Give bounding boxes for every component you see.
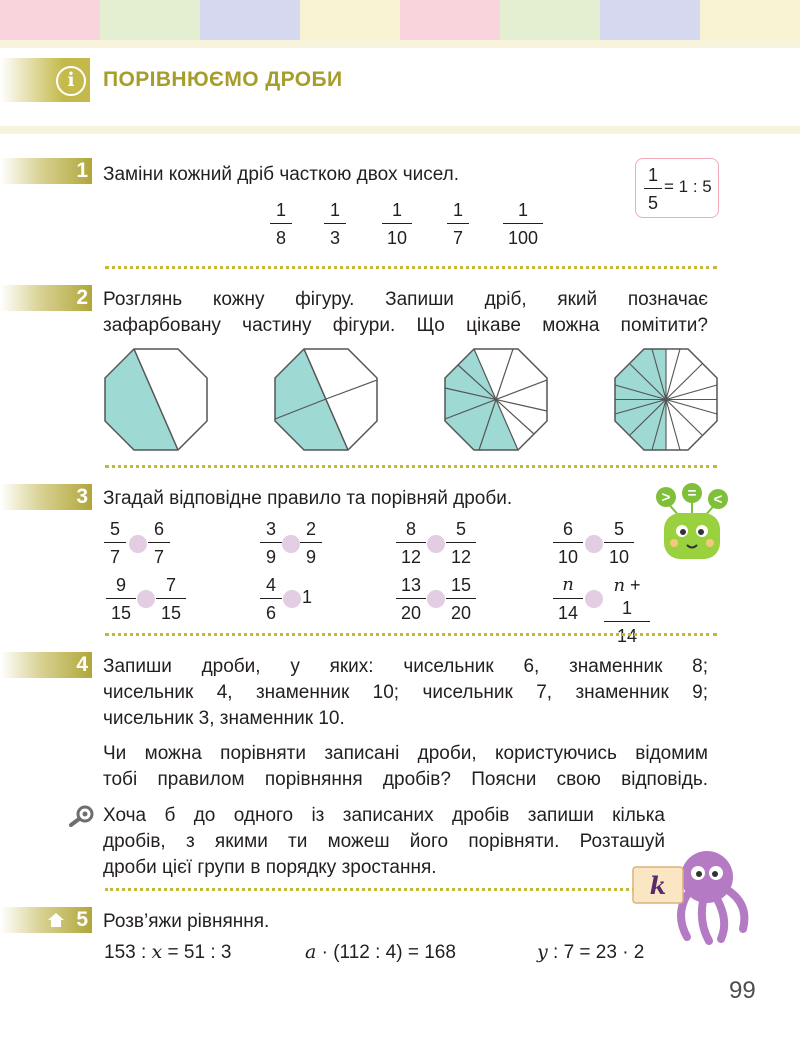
mascot-cheek [670, 539, 678, 547]
denominator: 7 [109, 547, 120, 567]
fraction [446, 518, 476, 568]
fraction [270, 199, 292, 249]
divider [105, 465, 717, 468]
whole-number: 1 [302, 587, 313, 607]
fraction [106, 574, 136, 624]
numerator: 1 [329, 200, 340, 220]
task-number: 3 [76, 485, 88, 508]
task-number-badge [0, 652, 92, 678]
task4-question-line: Чи можна порівняти записані дроби, користуючись відомим [103, 743, 708, 764]
variable-n: n [613, 575, 626, 596]
numerator: n [562, 574, 574, 595]
variable-x: x [151, 941, 163, 963]
denominator: 12 [450, 547, 472, 567]
numerator: 4 [265, 575, 276, 595]
comparison-circle[interactable] [585, 590, 603, 608]
example-fraction [644, 164, 662, 214]
task1-text: Заміни кожний дріб часткою двох чисел. [103, 164, 460, 185]
denominator: 6 [265, 603, 276, 623]
denominator: 7 [153, 547, 164, 567]
variable-y: y [537, 941, 548, 963]
numerator: 6 [153, 519, 164, 539]
letter-card-text: k [649, 871, 667, 900]
fraction [156, 574, 186, 624]
division-lines [615, 349, 717, 450]
equation-part: = 51 : 3 [162, 942, 232, 963]
task-number-badge [0, 484, 92, 510]
home-icon [48, 913, 64, 927]
numerator: 1 [275, 200, 286, 220]
fraction [260, 574, 282, 624]
denominator: 9 [265, 547, 276, 567]
comparison-circle[interactable] [137, 590, 155, 608]
numerator: 5 [613, 519, 624, 539]
greater-than-symbol: > [661, 489, 671, 506]
numerator: 3 [265, 519, 276, 539]
task4-extra-line: Хоча б до одного із записаних дробів запиши кілька [103, 805, 665, 826]
fraction-bar [604, 542, 634, 543]
magnifier-handle [71, 819, 79, 825]
home-roof [48, 913, 64, 927]
task-number-badge [0, 285, 92, 311]
denominator: 5 [647, 193, 658, 213]
fraction [396, 574, 426, 624]
shaded-part [105, 349, 178, 450]
denominator: 15 [110, 603, 132, 623]
comparison-circle[interactable] [283, 590, 301, 608]
fraction [604, 574, 650, 647]
fraction-bar [104, 542, 126, 543]
octopus-tentacle [702, 901, 709, 941]
equation-1 [104, 941, 231, 964]
fraction [553, 574, 583, 624]
denominator: 14 [616, 626, 638, 646]
fraction-bar [553, 542, 583, 543]
strip-segment [400, 0, 500, 40]
denominator: 9 [305, 547, 316, 567]
task-number-badge [0, 158, 92, 184]
numerator: 8 [405, 519, 416, 539]
fraction [382, 199, 412, 249]
numerator: 1 [517, 200, 528, 220]
octagon-figure-1 [103, 347, 209, 453]
fraction [553, 518, 583, 568]
task5-text: Розв’яжи рівняння. [103, 911, 270, 932]
task-number: 5 [76, 908, 88, 931]
fraction-bar [106, 598, 136, 599]
task4-extra-line: дробів, з якими ти можеш його порівняти. Розташуй [103, 831, 665, 852]
octopus-tentacle [729, 891, 744, 929]
task-number: 1 [76, 159, 88, 182]
fraction-bar [260, 598, 282, 599]
task-number-badge [0, 907, 92, 933]
top-color-strip [0, 0, 800, 40]
octagon-figure-3 [443, 347, 549, 453]
numerator: 9 [115, 575, 126, 595]
mascot-body [664, 513, 720, 559]
fraction-bar [396, 598, 426, 599]
task4-line: чисельник 3, знаменник 10. [103, 708, 345, 729]
fraction-bar [503, 223, 543, 224]
strip-segment [0, 0, 100, 40]
strip-segment [600, 0, 700, 40]
octopus-mascot [625, 845, 755, 945]
fraction [300, 518, 322, 568]
numerator: 1 [647, 165, 658, 185]
task3-text: Згадай відповідне правило та порівняй дроби. [103, 488, 513, 509]
numerator: n + 1 [613, 575, 641, 618]
octopus-pupil [712, 871, 718, 877]
fraction [503, 199, 543, 249]
numerator: 1 [452, 200, 463, 220]
fraction-bar [324, 223, 346, 224]
denominator: 12 [400, 547, 422, 567]
denominator: 3 [329, 228, 340, 248]
divider [105, 633, 717, 636]
fraction [324, 199, 346, 249]
fraction-bar [644, 188, 662, 189]
equation-2 [305, 941, 456, 964]
fraction [104, 518, 126, 568]
task-number: 4 [76, 653, 88, 676]
numerator: 2 [305, 519, 316, 539]
equation-part: 153 : [104, 942, 152, 963]
fraction-bar [260, 542, 282, 543]
strip-segment [300, 0, 400, 40]
fraction-bar [396, 542, 426, 543]
numerator: 1 [391, 200, 402, 220]
denominator: 20 [400, 603, 422, 623]
denominator: 15 [160, 603, 182, 623]
fraction-bar [270, 223, 292, 224]
equals-symbol: = [687, 485, 697, 502]
less-than-symbol: < [713, 491, 723, 508]
magnifier-icon [68, 805, 96, 827]
fraction [604, 518, 634, 568]
divider [105, 888, 635, 891]
task4-extra-line: дроби цієї групи в порядку зростання. [103, 857, 437, 878]
octopus-tentacle [717, 899, 724, 939]
mascot-pupil [680, 529, 686, 535]
denominator: 14 [557, 603, 579, 623]
denominator: 7 [452, 228, 463, 248]
numerator: 15 [450, 575, 472, 595]
mascot-cheek [706, 539, 714, 547]
fraction [446, 574, 476, 624]
fraction [447, 199, 469, 249]
comparison-circle[interactable] [282, 535, 300, 553]
comparison-circle[interactable] [427, 590, 445, 608]
octagon-figure-4 [613, 347, 719, 453]
fraction-bar [553, 598, 583, 599]
comparison-circle[interactable] [427, 535, 445, 553]
task-number: 2 [76, 286, 88, 309]
magnifier-center [83, 812, 88, 817]
divider [105, 266, 717, 269]
mascot-pupil [698, 529, 704, 535]
numerator: 5 [109, 519, 120, 539]
shaded-part [275, 349, 348, 450]
variable-a: a [305, 941, 317, 963]
equation-part: : 7 = 23 · 2 [547, 942, 645, 963]
header-top-band [0, 40, 800, 48]
info-icon: i [56, 66, 86, 96]
comparison-circle[interactable] [129, 535, 147, 553]
numerator: 13 [400, 575, 422, 595]
denominator: 100 [507, 228, 539, 248]
fraction-bar [446, 598, 476, 599]
denominator: 10 [557, 547, 579, 567]
octagon-figure-2 [273, 347, 379, 453]
fraction-bar [148, 542, 170, 543]
header-bottom-band [0, 126, 800, 134]
strip-segment [700, 0, 800, 40]
page-number: 99 [729, 977, 756, 1004]
page-title: ПОРІВНЮЄМО ДРОБИ [103, 68, 343, 91]
fraction [260, 518, 282, 568]
fraction-bar [447, 223, 469, 224]
fraction-bar [382, 223, 412, 224]
comparison-circle[interactable] [585, 535, 603, 553]
numerator: 5 [455, 519, 466, 539]
fraction-bar [604, 621, 650, 622]
numerator: 7 [165, 575, 176, 595]
task4-line: чисельник 4, знаменник 10; чисельник 7, знаменник 9; [103, 682, 708, 703]
fraction [396, 518, 426, 568]
task4-line: Запиши дроби, у яких: чисельник 6, знаменник 8; [103, 656, 708, 677]
division-line [326, 380, 377, 399]
task2-line2: зафарбовану частину фігури. Що цікаве можна помітити? [103, 315, 708, 336]
task2-line1: Розглянь кожну фігуру. Запиши дріб, який позначає [103, 289, 708, 310]
example-quotient: = 1 : 5 [664, 177, 712, 196]
fraction [148, 518, 170, 568]
denominator: 10 [608, 547, 630, 567]
strip-segment [100, 0, 200, 40]
task4-question-line: тобі правилом порівняння дробів? Поясни свою відповідь. [103, 769, 708, 790]
equation-part: · (112 : 4) = 168 [316, 942, 456, 963]
denominator: 8 [275, 228, 286, 248]
example-box [635, 158, 719, 218]
shaded-part [445, 349, 518, 450]
denominator: 10 [386, 228, 408, 248]
strip-segment [500, 0, 600, 40]
octopus-pupil [696, 871, 702, 877]
comparison-mascot [652, 483, 732, 563]
fraction-bar [446, 542, 476, 543]
fraction-bar [156, 598, 186, 599]
fraction-bar [300, 542, 322, 543]
strip-segment [200, 0, 300, 40]
denominator: 20 [450, 603, 472, 623]
numerator: 6 [562, 519, 573, 539]
